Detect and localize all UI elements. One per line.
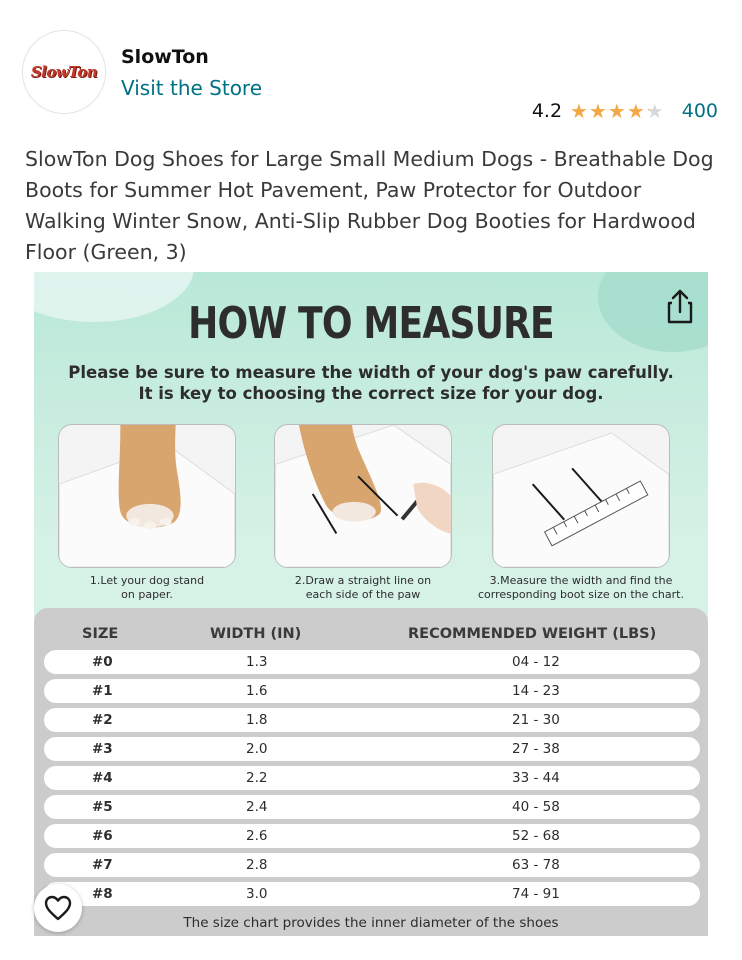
cell-size: #1 [92,683,113,699]
step-1-caption [37,574,257,602]
share-icon [662,286,698,326]
caption-line: 1.Let your dog stand [89,574,205,587]
cell-size: #0 [92,654,113,670]
favorite-button[interactable] [34,884,82,932]
rating-count-link[interactable]: 400 [681,100,718,122]
rating-value: 4.2 [531,100,563,122]
cell-size: #6 [92,828,113,844]
step-3-illustration [492,424,670,568]
header-width: WIDTH (IN) [210,626,302,642]
star-icon: ★ [626,99,645,123]
cell-weight: 63 - 78 [512,857,560,873]
cell-size: #7 [92,857,113,873]
cell-width: 2.0 [246,741,268,757]
product-image[interactable] [34,272,708,936]
table-row [44,737,700,761]
table-row [44,650,700,674]
table-row [44,795,700,819]
cell-width: 2.6 [246,828,268,844]
cell-size: #2 [92,712,113,728]
heart-icon [44,895,72,921]
cell-width: 1.6 [246,683,268,699]
table-row [44,882,700,906]
star-partial-icon: ★ [645,99,664,123]
rating-summary[interactable] [532,100,718,122]
header-weight: RECOMMENDED WEIGHT (LBS) [408,626,657,642]
cell-weight: 27 - 38 [512,741,560,757]
star-rating[interactable] [570,101,664,121]
caption-line: corresponding boot size on the chart. [478,588,684,601]
cell-width: 2.8 [246,857,268,873]
cell-weight: 14 - 23 [512,683,560,699]
cell-size: #3 [92,741,113,757]
measure-subtitle-line: It is key to choosing the correct size for your dog. [138,384,604,403]
measure-subtitle-line: Please be sure to measure the width of your dog's paw carefully. [68,363,674,382]
caption-line: each side of the paw [305,588,421,601]
store-logo-text: SlowTon [30,63,98,81]
visit-store-link[interactable]: Visit the Store [121,76,263,100]
cell-weight: 52 - 68 [512,828,560,844]
caption-line: 3.Measure the width and find the [489,574,673,587]
step-3-caption [469,574,693,602]
header-size: SIZE [82,626,119,642]
table-row [44,679,700,703]
table-row [44,853,700,877]
size-chart-note: The size chart provides the inner diameter of the shoes [183,915,559,931]
table-row [44,708,700,732]
cell-width: 2.4 [246,799,268,815]
cell-size: #8 [92,886,113,902]
step-1-illustration [58,424,236,568]
store-logo[interactable] [22,30,106,114]
paw-on-paper-icon [59,425,235,567]
product-title: SlowTon Dog Shoes for Large Small Medium Dogs - Breathable Dog Boots for Summer Hot Pavement, Paw Protector for Outdoor Walking Winter Snow, Anti-Slip Rubber Dog Booties for Hardwood Floor (Green, 3) [25,147,714,264]
step-2-illustration [274,424,452,568]
store-name[interactable]: SlowTon [121,46,209,68]
cell-weight: 74 - 91 [512,886,560,902]
draw-line-icon [275,425,451,567]
measure-title: HOW TO MEASURE [188,298,554,349]
share-button[interactable] [662,286,698,326]
step-2-caption [253,574,473,602]
star-icon: ★ [607,99,626,123]
table-row [44,766,700,790]
cell-weight: 40 - 58 [512,799,560,815]
size-chart-table [34,608,708,936]
cell-width: 1.3 [246,654,268,670]
ruler-measure-icon [493,425,669,567]
cell-size: #5 [92,799,113,815]
star-icon: ★ [588,99,607,123]
cell-width: 1.8 [246,712,268,728]
table-row [44,824,700,848]
cell-width: 2.2 [246,770,268,786]
measure-subtitle [34,362,708,404]
cell-weight: 21 - 30 [512,712,560,728]
cell-width: 3.0 [246,886,268,902]
cell-weight: 33 - 44 [512,770,560,786]
caption-line: 2.Draw a straight line on [294,574,432,587]
cell-size: #4 [92,770,113,786]
caption-line: on paper. [121,588,173,601]
cell-weight: 04 - 12 [512,654,560,670]
star-icon: ★ [570,99,588,123]
